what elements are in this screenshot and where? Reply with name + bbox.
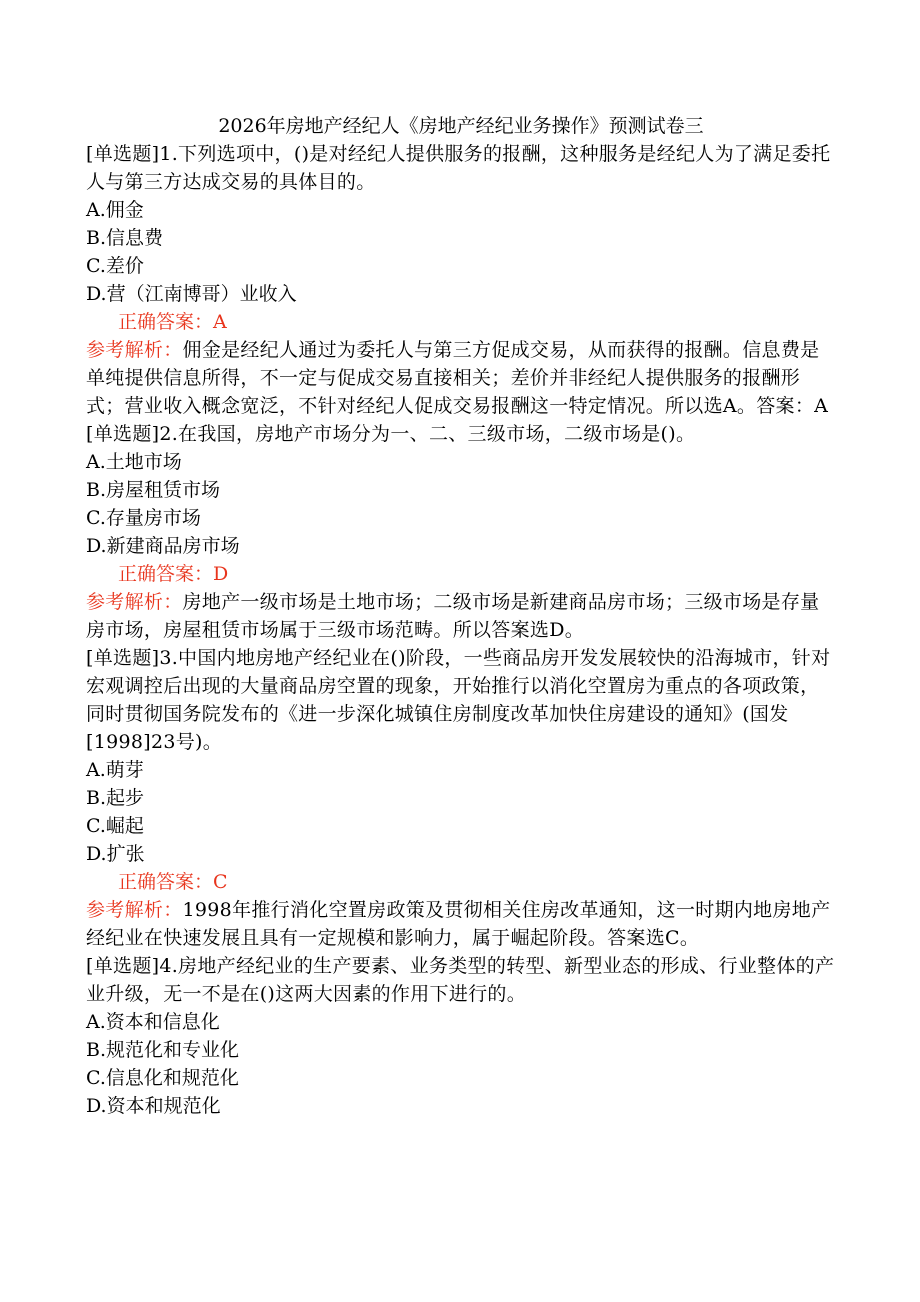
question-stem: [单选题]1.下列选项中，()是对经纪人提供服务的报酬，这种服务是经纪人为了满足委托人与第三方达成交易的具体目的。	[86, 143, 831, 193]
option-d: D.新建商品房市场	[86, 535, 240, 557]
answer-label: 正确答案：	[118, 311, 214, 333]
question-2	[86, 420, 836, 644]
option-b: B.规范化和专业化	[86, 1039, 240, 1061]
answer-value: D	[213, 563, 229, 585]
reference-analysis	[86, 336, 836, 420]
analysis-label: 参考解析：	[86, 591, 183, 613]
option-c: C.崛起	[86, 815, 144, 837]
option-a: A.资本和信息化	[86, 1011, 220, 1033]
option-b: B.房屋租赁市场	[86, 479, 221, 501]
answer-value: A	[213, 311, 227, 333]
option-d: D.资本和规范化	[86, 1095, 221, 1117]
reference-analysis	[86, 896, 836, 952]
question-4	[86, 952, 836, 1120]
option-b: B.起步	[86, 787, 145, 809]
option-b: B.信息费	[86, 227, 164, 249]
question-1	[86, 140, 836, 420]
document-title: 2026年房地产经纪人《房地产经纪业务操作》预测试卷三	[218, 115, 704, 137]
analysis-text: 1998年推行消化空置房政策及贯彻相关住房改革通知，这一时期内地房地产经纪业在快速发展且具有一定规模和影响力，属于崛起阶段。答案选C。	[86, 899, 831, 949]
question-stem: [单选题]2.在我国，房地产市场分为一、二、三级市场，二级市场是()。	[86, 423, 696, 445]
correct-answer	[86, 560, 836, 588]
analysis-label: 参考解析：	[86, 339, 183, 361]
question-stem: [单选题]3.中国内地房地产经纪业在()阶段，一些商品房开发发展较快的沿海城市，针对宏观调控后出现的大量商品房空置的现象，开始推行以消化空置房为重点的各项政策，同时贯彻国务院发布的《进一步深化城镇住房制度改革加快住房建设的通知》(国发[1998]23号)。	[86, 647, 831, 753]
option-d: D.扩张	[86, 843, 145, 865]
option-d: D.营（江南博哥）业收入	[86, 283, 297, 305]
document-page	[86, 112, 836, 1120]
option-a: A.萌芽	[86, 759, 144, 781]
answer-label: 正确答案：	[118, 563, 214, 585]
answer-value: C	[213, 871, 228, 893]
analysis-text: 佣金是经纪人通过为委托人与第三方促成交易，从而获得的报酬。信息费是单纯提供信息所得，不一定与促成交易直接相关；差价并非经纪人提供服务的报酬形式；营业收入概念宽泛，不针对经纪人促成交易报酬这一特定情况。所以选A。答案：A	[86, 339, 829, 417]
answer-label: 正确答案：	[118, 871, 214, 893]
correct-answer	[86, 308, 836, 336]
option-a: A.佣金	[86, 199, 144, 221]
option-c: C.存量房市场	[86, 507, 201, 529]
option-c: C.差价	[86, 255, 144, 277]
analysis-text: 房地产一级市场是土地市场；二级市场是新建商品房市场；三级市场是存量房市场，房屋租赁市场属于三级市场范畴。所以答案选D。	[86, 591, 820, 641]
option-c: C.信息化和规范化	[86, 1067, 239, 1089]
correct-answer	[86, 868, 836, 896]
question-3	[86, 644, 836, 952]
analysis-label: 参考解析：	[86, 899, 183, 921]
reference-analysis	[86, 588, 836, 644]
option-a: A.土地市场	[86, 451, 182, 473]
question-stem: [单选题]4.房地产经纪业的生产要素、业务类型的转型、新型业态的形成、行业整体的产业升级，无一不是在()这两大因素的作用下进行的。	[86, 955, 835, 1005]
